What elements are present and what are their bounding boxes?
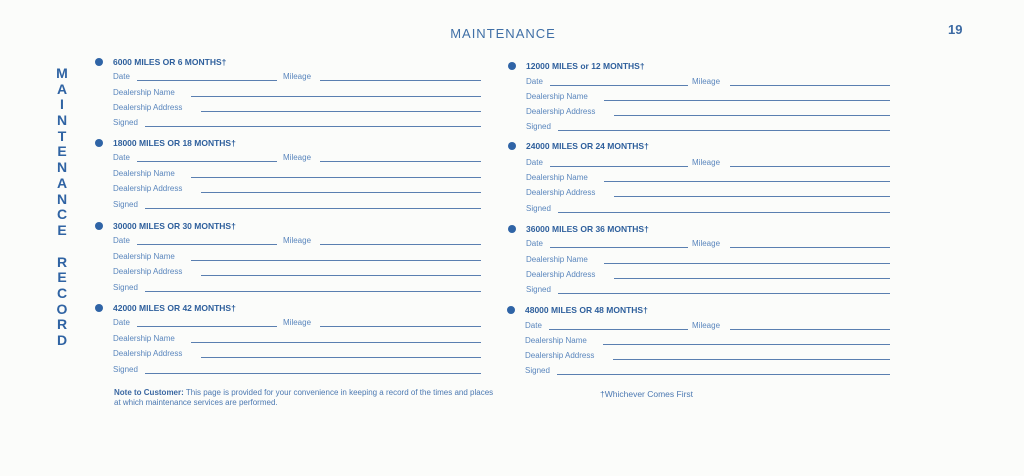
dealership-address-label: Dealership Address (525, 351, 595, 360)
dealership-address-row (526, 187, 890, 199)
signed-field[interactable] (558, 212, 890, 213)
signed-label: Signed (113, 365, 138, 374)
dealership-name-row (113, 333, 481, 345)
dealership-address-field[interactable] (201, 357, 481, 358)
dealership-address-row (525, 350, 890, 362)
date-field[interactable] (137, 80, 277, 81)
service-heading: 6000 MILES OR 6 MONTHS† (113, 57, 227, 67)
dealership-name-field[interactable] (191, 342, 481, 343)
signed-field[interactable] (145, 291, 481, 292)
mileage-field[interactable] (320, 326, 481, 327)
bullet-icon (507, 306, 515, 314)
dealership-name-label: Dealership Name (113, 88, 175, 97)
mileage-label: Mileage (283, 318, 312, 327)
signed-field[interactable] (145, 373, 481, 374)
side-letter: T (57, 127, 67, 144)
signed-row (526, 203, 890, 215)
side-letter: N (56, 190, 68, 207)
bullet-icon (95, 222, 103, 230)
side-letter: E (57, 221, 67, 238)
dealership-name-label: Dealership Name (525, 336, 587, 345)
date-mileage-row (113, 71, 481, 83)
signed-row (525, 365, 890, 377)
mileage-label: Mileage (283, 153, 312, 162)
date-field[interactable] (550, 85, 688, 86)
dealership-name-field[interactable] (191, 260, 481, 261)
side-letter: N (56, 112, 68, 129)
dealership-address-row (526, 269, 890, 281)
date-mileage-row (113, 235, 481, 247)
date-mileage-row (526, 157, 890, 169)
side-title (54, 66, 70, 349)
note-label: Note to Customer: (114, 388, 184, 397)
dealership-address-field[interactable] (614, 115, 890, 116)
dealership-address-label: Dealership Address (113, 184, 183, 193)
date-field[interactable] (137, 326, 277, 327)
date-label: Date (113, 236, 130, 245)
mileage-label: Mileage (692, 239, 721, 248)
bullet-icon (508, 142, 516, 150)
dealership-name-label: Dealership Name (113, 252, 175, 261)
date-mileage-row (113, 317, 481, 329)
dealership-address-label: Dealership Address (113, 349, 183, 358)
signed-row (113, 199, 481, 211)
signed-row (113, 364, 481, 376)
dealership-address-row (113, 348, 481, 360)
signed-field[interactable] (558, 293, 890, 294)
date-label: Date (526, 77, 543, 86)
dealership-address-field[interactable] (201, 192, 481, 193)
dealership-address-row (113, 183, 481, 195)
dealership-address-row (113, 102, 481, 114)
mileage-field[interactable] (320, 80, 481, 81)
dealership-address-field[interactable] (614, 278, 890, 279)
mileage-label: Mileage (283, 236, 312, 245)
service-heading: 12000 MILES or 12 MONTHS† (526, 61, 645, 71)
signed-row (113, 117, 481, 129)
dealership-name-label: Dealership Name (526, 92, 588, 101)
side-letter: N (56, 159, 68, 176)
dealership-name-label: Dealership Name (113, 334, 175, 343)
date-mileage-row (526, 238, 890, 250)
page-number: 19 (948, 22, 963, 37)
dealership-address-field[interactable] (201, 275, 481, 276)
signed-row (526, 121, 890, 133)
mileage-field[interactable] (320, 161, 481, 162)
customer-note (114, 388, 494, 408)
mileage-label: Mileage (692, 321, 721, 330)
date-label: Date (525, 321, 542, 330)
dealership-name-label: Dealership Name (526, 173, 588, 182)
signed-label: Signed (525, 366, 550, 375)
signed-field[interactable] (145, 126, 481, 127)
dealership-address-label: Dealership Address (526, 188, 596, 197)
side-letter: D (56, 332, 68, 348)
mileage-label: Mileage (692, 158, 721, 167)
page-title: MAINTENANCE (450, 26, 556, 41)
date-label: Date (113, 153, 130, 162)
date-field[interactable] (137, 161, 277, 162)
signed-label: Signed (526, 204, 551, 213)
dealership-name-field[interactable] (604, 100, 890, 101)
signed-field[interactable] (557, 374, 890, 375)
dealership-name-label: Dealership Name (526, 255, 588, 264)
side-letter: O (56, 300, 68, 317)
signed-label: Signed (113, 200, 138, 209)
mileage-label: Mileage (283, 72, 312, 81)
dealership-address-label: Dealership Address (526, 270, 596, 279)
dealership-name-field[interactable] (191, 177, 481, 178)
date-field[interactable] (550, 247, 688, 248)
date-label: Date (526, 239, 543, 248)
side-letter: I (60, 96, 64, 113)
mileage-field[interactable] (730, 166, 890, 167)
mileage-field[interactable] (730, 247, 890, 248)
dealership-address-label: Dealership Address (113, 267, 183, 276)
bullet-icon (95, 58, 103, 66)
dealership-name-row (525, 335, 890, 347)
signed-label: Signed (113, 118, 138, 127)
bullet-icon (508, 62, 516, 70)
dealership-address-row (113, 266, 481, 278)
side-letter: A (56, 80, 68, 97)
mileage-label: Mileage (692, 77, 721, 86)
date-mileage-row (113, 152, 481, 164)
signed-label: Signed (526, 285, 551, 294)
bullet-icon (95, 304, 103, 312)
dealership-name-row (113, 87, 481, 99)
dealership-name-row (526, 172, 890, 184)
dealership-address-label: Dealership Address (526, 107, 596, 116)
side-letter: A (56, 174, 68, 191)
footnote: †Whichever Comes First (600, 389, 694, 399)
date-mileage-row (525, 320, 890, 332)
side-letter: E (57, 143, 67, 160)
dealership-name-row (113, 168, 481, 180)
service-heading: 36000 MILES OR 36 MONTHS† (526, 224, 649, 234)
signed-row (526, 284, 890, 296)
dealership-address-field[interactable] (201, 111, 481, 112)
side-letter: C (56, 206, 68, 223)
mileage-field[interactable] (320, 244, 481, 245)
date-field[interactable] (137, 244, 277, 245)
dealership-name-row (526, 91, 890, 103)
service-heading: 42000 MILES OR 42 MONTHS† (113, 303, 236, 313)
signed-row (113, 282, 481, 294)
date-mileage-row (526, 76, 890, 88)
dealership-name-field[interactable] (603, 344, 890, 345)
bullet-icon (95, 139, 103, 147)
date-label: Date (113, 318, 130, 327)
service-heading: 48000 MILES OR 48 MONTHS† (525, 305, 648, 315)
dealership-name-field[interactable] (604, 263, 890, 264)
dealership-address-row (526, 106, 890, 118)
date-field[interactable] (550, 166, 688, 167)
dealership-name-field[interactable] (604, 181, 890, 182)
date-field[interactable] (549, 329, 688, 330)
service-heading: 30000 MILES OR 30 MONTHS† (113, 221, 236, 231)
side-letter: C (56, 284, 68, 301)
side-letter: M (56, 65, 68, 81)
signed-label: Signed (526, 122, 551, 131)
side-letter: R (56, 253, 68, 270)
service-heading: 18000 MILES OR 18 MONTHS† (113, 138, 236, 148)
signed-field[interactable] (558, 130, 890, 131)
side-letter: R (56, 316, 68, 333)
date-label: Date (526, 158, 543, 167)
dealership-address-field[interactable] (613, 359, 890, 360)
service-heading: 24000 MILES OR 24 MONTHS† (526, 141, 649, 151)
mileage-field[interactable] (730, 329, 890, 330)
signed-label: Signed (113, 283, 138, 292)
bullet-icon (508, 225, 516, 233)
dealership-address-label: Dealership Address (113, 103, 183, 112)
dealership-name-row (526, 254, 890, 266)
note-text: This page is provided for your convenience in keeping a record of the times and places at which maintenance services are performed. (114, 388, 494, 407)
dealership-name-row (113, 251, 481, 263)
dealership-address-field[interactable] (614, 196, 890, 197)
date-label: Date (113, 72, 130, 81)
dealership-name-label: Dealership Name (113, 169, 175, 178)
mileage-field[interactable] (730, 85, 890, 86)
signed-field[interactable] (145, 208, 481, 209)
side-letter: E (57, 269, 67, 286)
dealership-name-field[interactable] (191, 96, 481, 97)
